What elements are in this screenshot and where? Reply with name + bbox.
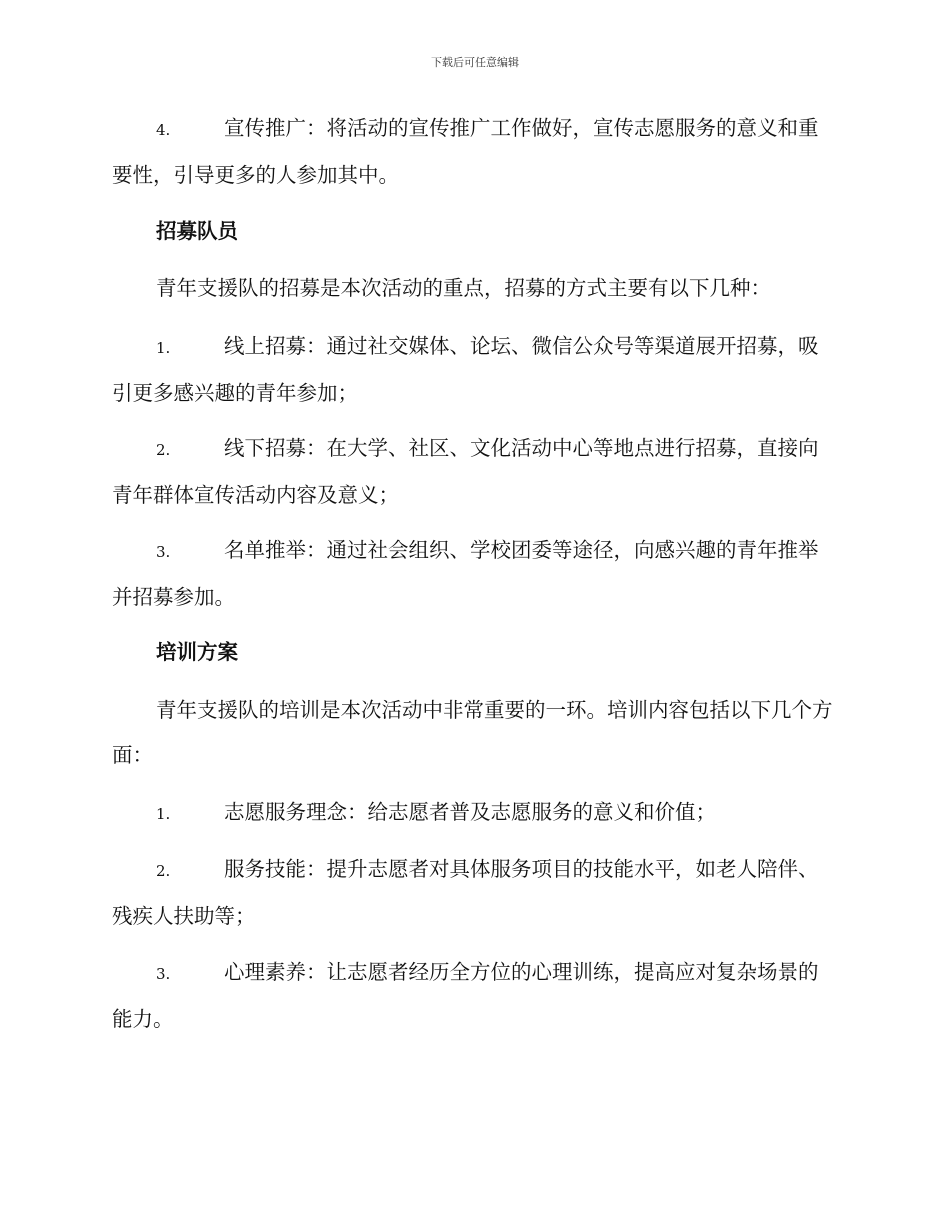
list-item-4-publicity bbox=[112, 106, 837, 198]
list-text: 志愿服务理念：给志愿者普及志愿服务的意义和价值； bbox=[224, 800, 716, 824]
list-number: 2. bbox=[156, 862, 171, 880]
list-item-2-offline bbox=[112, 426, 837, 518]
list-number: 4. bbox=[156, 121, 171, 139]
list-number: 1. bbox=[156, 805, 171, 823]
list-number: 3. bbox=[156, 543, 171, 561]
list-text: 名单推举：通过社会组织、学校团委等途径，向感兴趣的青年推举并招募参加。 bbox=[112, 538, 819, 609]
list-text: 宣传推广：将活动的宣传推广工作做好，宣传志愿服务的意义和重要性，引导更多的人参加其中。 bbox=[112, 116, 819, 187]
page-header: 下载后可任意编辑 bbox=[431, 56, 519, 69]
list-text: 线上招募：通过社交媒体、论坛、微信公众号等渠道展开招募，吸引更多感兴趣的青年参加； bbox=[112, 334, 819, 405]
paragraph-training-intro: 青年支援队的培训是本次活动中非常重要的一环。培训内容包括以下几个方面： bbox=[112, 698, 833, 767]
list-text: 线下招募：在大学、社区、文化活动中心等地点进行招募，直接向青年群体宣传活动内容及意义； bbox=[112, 436, 819, 507]
list-item-1-online bbox=[112, 324, 837, 416]
list-text: 服务技能：提升志愿者对具体服务项目的技能水平，如老人陪伴、残疾人扶助等； bbox=[112, 857, 819, 928]
list-text: 心理素养：让志愿者经历全方位的心理训练，提高应对复杂场景的能力。 bbox=[112, 960, 819, 1031]
list-item-3-psychology bbox=[112, 950, 837, 1042]
section-heading-training: 培训方案 bbox=[156, 640, 238, 664]
list-item-1-concept bbox=[112, 790, 837, 837]
list-item-2-skills bbox=[112, 847, 837, 939]
list-number: 2. bbox=[156, 441, 171, 459]
section-heading-recruit: 招募队员 bbox=[156, 219, 238, 243]
list-number: 1. bbox=[156, 339, 171, 357]
paragraph-recruit-intro: 青年支援队的招募是本次活动的重点，招募的方式主要有以下几种： bbox=[156, 276, 771, 300]
list-item-3-nomination bbox=[112, 528, 837, 620]
list-number: 3. bbox=[156, 965, 171, 983]
